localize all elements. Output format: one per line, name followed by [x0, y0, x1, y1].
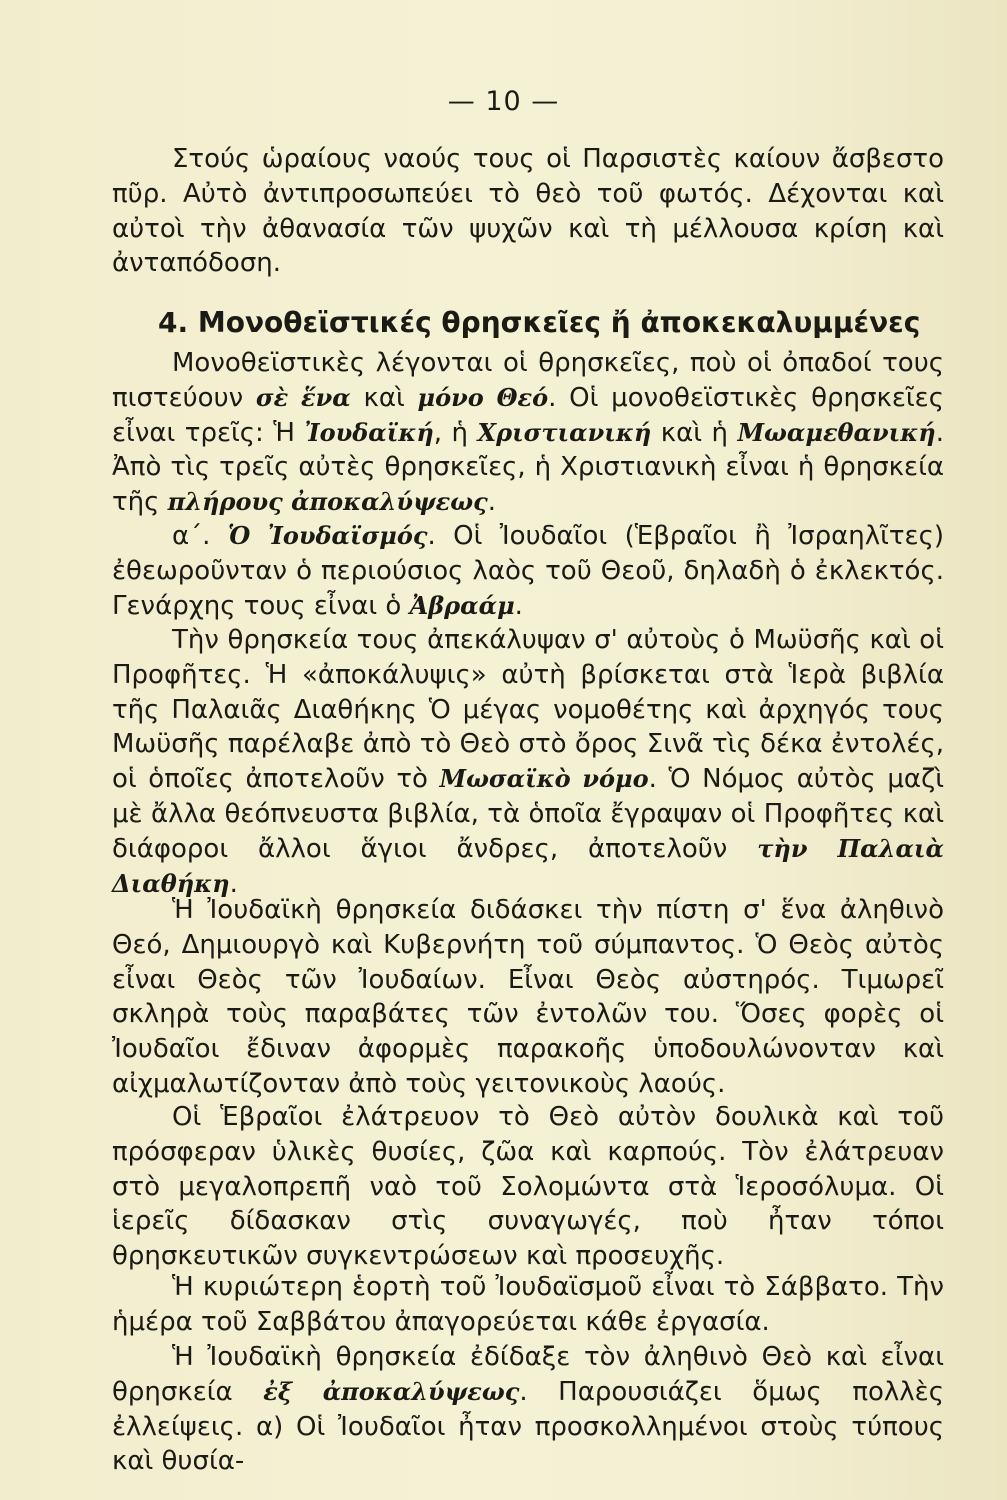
paragraph-sabbath: Ἡ κυριώτερη ἑορτὴ τοῦ Ἰουδαϊσμοῦ εἶναι τὸ Σάββατο. Τὴν ἡμέρα τοῦ Σαββάτου ἀπαγορεύεται κάθε ἐργασία. — [112, 1272, 944, 1337]
paragraph-monotheism: Μονοθεϊστικὲς λέγονται οἱ θρησκεῖες, ποὺ οἱ ὀπαδοί τους πιστεύουν σὲ ἕνα καὶ μόνο Θεό. Οἱ μονοθεϊστικὲς θρησκεῖες εἶναι τρεῖς: Ἡ Ἰουδαϊκή, ἡ Χριστιανική καὶ ἡ Μωαμεθανική. Ἀπὸ τὶς τρεῖς αὐτὲς θρησκεῖες, ἡ Χριστιανικὴ εἶναι ἡ θρησκεία τῆς πλήρους ἀποκαλύψεως. — [112, 348, 944, 518]
paragraph-worship: Οἱ Ἑβραῖοι ἐλάτρευον τὸ Θεὸ αὐτὸν δουλικὰ καὶ τοῦ πρόσφεραν ὑλικὲς θυσίες, ζῶα καὶ καρπούς. Τὸν ἐλάτρευαν στὸ μεγαλοπρεπῆ ναὸ τοῦ Σολομώντα στὰ Ἱεροσόλυμα. Οἱ ἱερεῖς δίδασκαν στὶς συναγωγές, ποὺ ἦταν τόποι θρησκευτικῶν συγκεντρώσεων καὶ προσευχῆς. — [112, 1102, 944, 1272]
paragraph-deficiencies: Ἡ Ἰουδαϊκὴ θρησκεία ἐδίδαξε τὸν ἀληθινὸ Θεὸ καὶ εἶναι θρησκεία ἐξ ἀποκαλύψεως. Παρουσιάζει ὅμως πολλὲς ἐλλείψεις. α) Οἱ Ἰουδαῖοι ἦταν προσκολλημένοι στοὺς τύπους καὶ θυσία- — [112, 1342, 944, 1477]
paragraph-judaism: α΄. Ὁ Ἰουδαϊσμός. Οἱ Ἰουδαῖοι (Ἑβραῖοι ἢ Ἰσραηλῖτες) ἐθεωροῦνταν ὁ περιούσιος λαὸς τοῦ Θεοῦ, δηλαδὴ ὁ ἐκλεκτός. Γενάρχης τους εἶναι ὁ Ἀβραάμ. — [112, 521, 945, 621]
intro-paragraph: Στούς ὡραίους ναούς τους οἱ Παρσιστὲς καίουν ἄσβεστο πῦρ. Αὐτὸ ἀντιπροσωπεύει τὸ θεὸ τοῦ φωτός. Δέχονται καὶ αὐτοὶ τὴν ἀθανασία τῶν ψυχῶν καὶ τὴ μέλλουσα κρίση καὶ ἀνταπόδοση. — [112, 144, 944, 279]
paragraph-teaching: Ἡ Ἰουδαϊκὴ θρησκεία διδάσκει τὴν πίστη σ' ἕνα ἀληθινὸ Θεό, Δημιουργὸ καὶ Κυβερνήτη τοῦ σύμπαντος. Ὁ Θεὸς αὐτὸς εἶναι Θεὸς τῶν Ἰουδαίων. Εἶναι Θεὸς αὐστηρός. Τιμωρεῖ σκληρὰ τοὺς παραβάτες τῶν ἐντολῶν του. Ὅσες φορὲς οἱ Ἰουδαῖοι ἔδιναν ἀφορμὲς παρακοῆς ὑποδουλώνονταν καὶ αἰχμαλωτίζονταν ἀπὸ τοὺς γειτονικοὺς λαούς. — [112, 895, 944, 1099]
section-heading: 4. Μονοθεϊστικές θρησκεῖες ἤ ἀποκεκαλυμμένες — [158, 306, 921, 339]
page-number: — 10 — — [447, 86, 560, 117]
paragraph-revelation: Τὴν θρησκεία τους ἀπεκάλυψαν σ' αὐτοὺς ὁ Μωϋσῆς καὶ οἱ Προφῆτες. Ἡ «ἀποκάλυψις» αὐτὴ βρίσκεται στὰ Ἱερὰ βιβλία τῆς Παλαιᾶς Διαθήκης Ὁ μέγας νομοθέτης καὶ ἀρχηγός τους Μωϋσῆς παρέλαβε ἀπὸ τὸ Θεὸ στὸ ὄρος Σινᾶ τὶς δέκα ἐντολές, οἱ ὁποῖες ἀποτελοῦν τὸ Μωσαϊκὸ νόμο. Ὁ Νόμος αὐτὸς μαζὶ μὲ ἄλλα θεόπνευστα βιβλία, τὰ ὁποῖα ἔγραψαν οἱ Προφῆτες καὶ διάφοροι ἄλλοι ἅγιοι ἄνδρες, ἀποτελοῦν τὴν Παλαιὰ Διαθήκη. — [112, 625, 945, 899]
